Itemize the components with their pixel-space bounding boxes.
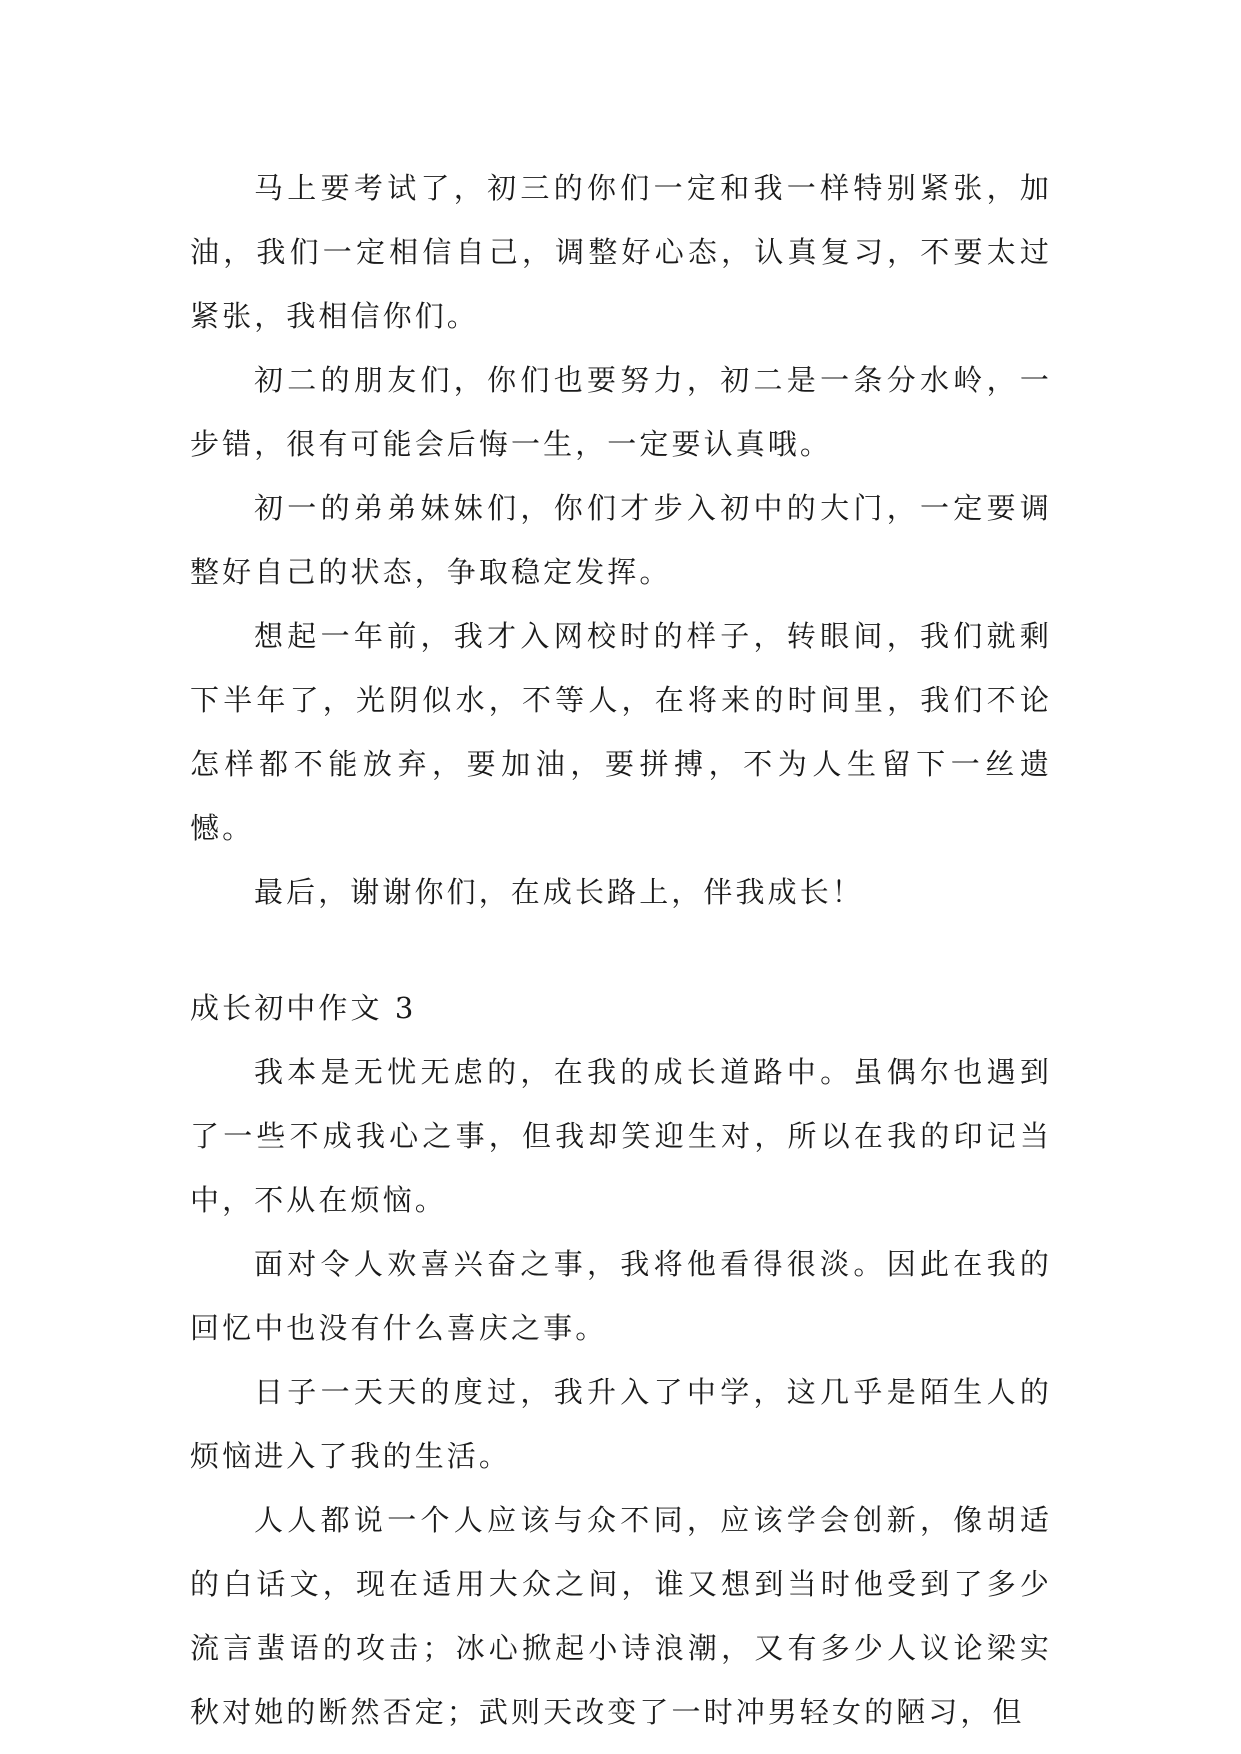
paragraph: 想起一年前，我才入网校时的样子，转眼间，我们就剩下半年了，光阴似水，不等人，在将来的时间里，我们不论怎样都不能放弃，要加油，要拼搏，不为人生留下一丝遗憾。: [190, 619, 1052, 845]
paragraph: 初二的朋友们，你们也要努力，初二是一条分水岭，一步错，很有可能会后悔一生，一定要认真哦。: [190, 363, 1052, 461]
paragraph: 日子一天天的度过，我升入了中学，这几乎是陌生人的烦恼进入了我的生活。: [190, 1375, 1052, 1473]
paragraph: 面对令人欢喜兴奋之事，我将他看得很淡。因此在我的回忆中也没有什么喜庆之事。: [190, 1247, 1052, 1345]
paragraph: 马上要考试了，初三的你们一定和我一样特别紧张，加油，我们一定相信自己，调整好心态，认真复习，不要太过紧张，我相信你们。: [190, 171, 1052, 333]
paragraph: 最后，谢谢你们，在成长路上，伴我成长！: [254, 875, 864, 909]
paragraph: 初一的弟弟妹妹们，你们才步入初中的大门，一定要调整好自己的状态，争取稳定发挥。: [190, 491, 1052, 589]
document-page: [190, 156, 1052, 1744]
paragraph: 我本是无忧无虑的，在我的成长道路中。虽偶尔也遇到了一些不成我心之事，但我却笑迎生对，所以在我的印记当中，不从在烦恼。: [190, 1055, 1052, 1217]
section-heading: 成长初中作文 3: [190, 991, 417, 1025]
paragraph: 人人都说一个人应该与众不同，应该学会创新，像胡适的白话文，现在适用大众之间，谁又想到当时他受到了多少流言蜚语的攻击；冰心掀起小诗浪潮，又有多少人议论梁实秋对她的断然否定；武则天改变了一时冲男轻女的陋习，但: [190, 1503, 1052, 1729]
